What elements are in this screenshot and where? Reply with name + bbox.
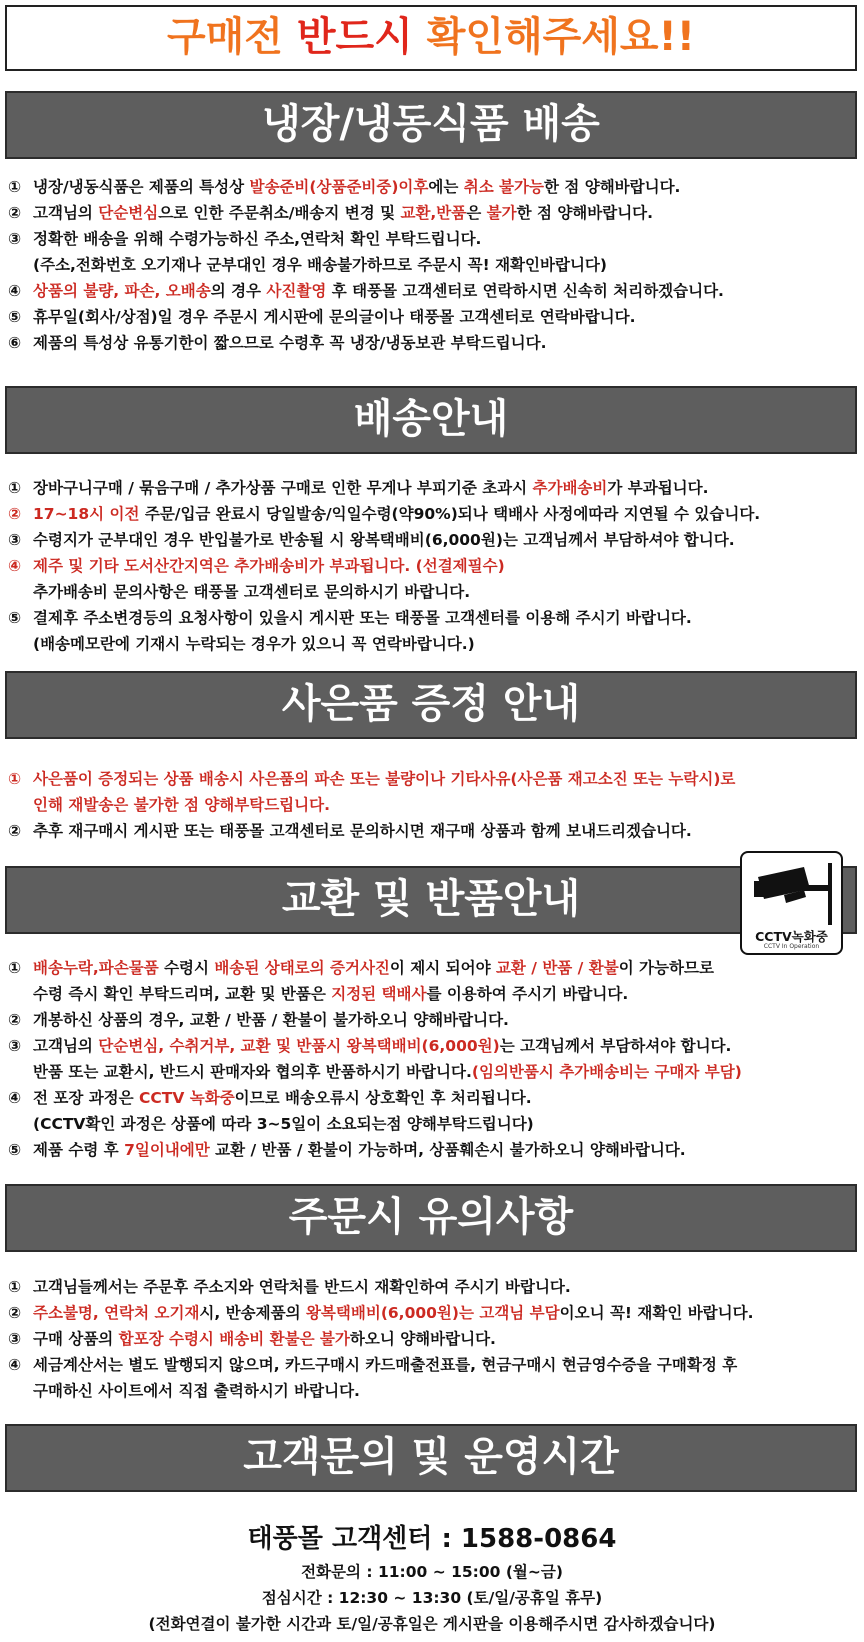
list-item-continuation: 구매하신 사이트에서 직접 출력하시기 바랍니다. [33,1382,360,1400]
item-text: 이오니 꼭! 재확인 바랍니다. [559,1304,754,1322]
item-text: 가 부과됩니다. [607,479,709,497]
list-item [8,501,858,527]
item-highlight: 합포장 수령시 배송비 환불은 불가 [118,1330,350,1348]
list-item-continuation [8,1059,858,1085]
item-highlight: 불가 [486,204,517,222]
item-text: 휴무일(회사/상점)일 경우 주문시 게시판에 문의글이나 태풍몰 고객센터로 연락바랍니다. [33,308,636,326]
item-text: 교환 / 반품 / 환불이 가능하며, 상품훼손시 불가하오니 양해바랍니다. [209,1141,686,1159]
lunch-hours: 점심시간 : 12:30 ~ 13:30 (토/일/공휴일 휴무) [261,1589,603,1607]
item-highlight: CCTV 녹화중 [139,1089,235,1107]
item-number: ④ [8,1089,22,1107]
section-header-fresh: 냉장/냉동식품 배송 [5,91,857,159]
item-text: 구매 상품의 [33,1330,119,1348]
list-item [8,1137,858,1163]
item-number: ⑤ [8,609,22,627]
item-number: ③ [8,230,22,248]
item-highlight: 단순변심, 수취거부, 교환 및 반품시 왕복택배비(6,000원) [98,1037,500,1055]
item-text: 냉장/냉동식품은 제품의 특성상 [33,178,250,196]
item-highlight: 주소불명, 연락처 오기재 [33,1304,200,1322]
list-item-continuation: (주소,전화번호 오기재나 군부대인 경우 배송불가하므로 주문시 꼭! 재확인바랍니다) [33,256,607,274]
list-item [8,818,858,844]
item-text: 정확한 배송을 위해 수령가능하신 주소,연락처 확인 부탁드립니다. [33,230,482,248]
item-text: 결제후 주소변경등의 요청사항이 있을시 게시판 또는 태풍몰 고객센터를 이용해 주시기 바랍니다. [33,609,692,627]
item-number: ⑥ [8,334,22,352]
item-number: ② [8,204,22,222]
item-text: 수령시 [158,959,215,977]
list-item [8,1033,858,1059]
section-body-fresh [8,174,858,356]
section-header-order: 주문시 유의사항 [5,1184,857,1252]
item-text: 한 점 양해바랍니다. [516,204,654,222]
list-item [8,1300,858,1326]
item-number: ① [8,479,22,497]
list-item [8,330,858,356]
item-number: ③ [8,1037,22,1055]
section-body-gift [8,766,858,844]
item-number: ① [8,770,22,788]
section-header-gift: 사은품 증정 안내 [5,671,857,739]
item-highlight: 교환 / 반품 / 환불 [495,959,619,977]
item-number: ⑤ [8,1141,22,1159]
item-text: 세금계산서는 별도 발행되지 않으며, 카드구매시 카드매출전표를, 현금구매시 현금영수증을 구매확정 후 [33,1356,738,1374]
list-item [8,174,858,200]
list-item [8,766,858,792]
item-text: 개봉하신 상품의 경우, 교환 / 반품 / 환불이 불가하오니 양해바랍니다. [33,1011,509,1029]
item-text: 제품의 특성상 유통기한이 짧으므로 수령후 꼭 냉장/냉동보관 부탁드립니다. [33,334,547,352]
cctv-label: CCTV녹화중 [755,929,828,944]
list-item [8,527,858,553]
list-item-continuation: 추가배송비 문의사항은 태풍몰 고객센터로 문의하시기 바랍니다. [33,583,471,601]
item-highlight: 7일이내에만 [124,1141,210,1159]
list-item-continuation [8,981,858,1007]
item-text: 주문/입금 완료시 당일발송/익일수령(약90%)되나 택배사 사정에따라 지연될 수 있습니다. [139,505,761,523]
item-number: ② [8,1011,22,1029]
list-item [8,1326,858,1352]
item-text: 으로 인한 주문취소/배송지 변경 및 [158,204,401,222]
item-number: ③ [8,531,22,549]
banner-text-2: 확인해주세요!! [412,14,696,60]
cctv-sublabel: CCTV In Operation [763,943,820,950]
item-text: 시, 반송제품의 [199,1304,306,1322]
list-item [8,278,858,304]
item-number: ④ [8,557,22,575]
contact-note: (전화연결이 불가한 시간과 토/일/공휴일은 게시판을 이용해주시면 감사하겠습니다) [148,1615,716,1633]
phone-hours: 전화문의 : 11:00 ~ 15:00 (월~금) [301,1563,563,1581]
item-number: ② [8,1304,22,1322]
list-item [8,1352,858,1378]
item-highlight: 사진촬영 [266,282,327,300]
item-highlight: 17~18시 이전 [33,505,140,523]
section-body-delivery [8,475,858,657]
item-text: 의 경우 [210,282,267,300]
item-text: 추후 재구매시 게시판 또는 태풍몰 고객센터로 문의하시면 재구매 상품과 함께 보내드리겠습니다. [33,822,692,840]
list-item-continuation: (CCTV확인 과정은 상품에 따라 3~5일이 소요되는점 양해부탁드립니다) [33,1115,534,1133]
item-highlight: 추가배송비 [532,479,608,497]
item-number: ① [8,959,22,977]
item-text: 에는 [428,178,464,196]
item-number: ③ [8,1330,22,1348]
item-highlight: 제주 및 기타 도서산간지역은 추가배송비가 부과됩니다. (선결제필수) [33,557,505,575]
list-item-continuation: (배송메모란에 기재시 누락되는 경우가 있으니 꼭 연락바랍니다.) [33,635,475,653]
item-highlight: 배송누락,파손물품 [33,959,159,977]
list-item-continuation: 인해 재발송은 불가한 점 양해부탁드립니다. [33,796,330,814]
item-number: ④ [8,282,22,300]
section-header-exchange: 교환 및 반품안내 [5,866,857,934]
list-item [8,1007,858,1033]
list-item [8,1274,858,1300]
item-text: 장바구니구매 / 묶음구매 / 추가상품 구매로 인한 무게나 부피기준 초과시 [33,479,533,497]
list-item [8,475,858,501]
cctv-camera-icon [754,863,832,925]
section-body-exchange [8,955,858,1163]
banner-text-emphasis: 반드시 [296,14,413,60]
top-banner [5,5,857,71]
list-item [8,553,858,579]
item-number: ② [8,505,22,523]
item-highlight: 교환,반품 [400,204,467,222]
item-text: 고객님의 [33,1037,99,1055]
cctv-badge [740,851,843,955]
item-text: 제품 수령 후 [33,1141,125,1159]
item-highlight: 상품의 불량, 파손, 오배송 [33,282,211,300]
item-highlight: 단순변심 [98,204,159,222]
item-text: 반품 또는 교환시, 반드시 판매자와 협의후 반품하시기 바랍니다. [33,1063,472,1081]
item-text: 를 이용하여 주시기 바랍니다. [426,985,629,1003]
item-number: ① [8,178,22,196]
item-text: 고객님의 [33,204,99,222]
item-highlight: 왕복택배비(6,000원)는 고객님 부담 [305,1304,560,1322]
section-header-delivery: 배송안내 [5,386,857,454]
item-text: 수령지가 군부대인 경우 반입불가로 반송될 시 왕복택배비(6,000원)는 고객님께서 부담하셔야 합니다. [33,531,735,549]
item-text: 는 고객님께서 부담하셔야 합니다. [499,1037,732,1055]
banner-text-1: 구매전 [166,14,297,60]
customer-center-phone: 태풍몰 고객센터 : 1588-0864 [247,1524,617,1554]
item-text: 이므로 배송오류시 상호확인 후 처리됩니다. [234,1089,532,1107]
item-number: ② [8,822,22,840]
list-item [8,955,858,981]
item-text: 이 가능하므로 [618,959,714,977]
item-highlight: 사은품이 증정되는 상품 배송시 사은품의 파손 또는 불량이나 기타사유(사은품 재고소진 또는 누락시)로 [33,770,736,788]
item-text: 후 태풍몰 고객센터로 연락하시면 신속히 처리하겠습니다. [326,282,724,300]
item-text: 하오니 양해바랍니다. [349,1330,496,1348]
list-item [8,1085,858,1111]
list-item [8,605,858,631]
item-text: 이 제시 되어야 [389,959,496,977]
item-highlight: 배송된 상태로의 증거사진 [214,959,390,977]
item-number: ④ [8,1356,22,1374]
section-header-contact: 고객문의 및 운영시간 [5,1424,857,1492]
item-number: ⑤ [8,308,22,326]
item-text: 수령 즉시 확인 부탁드리며, 교환 및 반품은 [33,985,332,1003]
item-number: ① [8,1278,22,1296]
item-text: 은 [466,204,487,222]
item-text: 한 점 양해바랍니다. [543,178,681,196]
item-highlight: (임의반품시 추가배송비는 구매자 부담) [471,1063,742,1081]
item-highlight: 지정된 택배사 [331,985,427,1003]
list-item [8,226,858,252]
item-text: 고객님들께서는 주문후 주소지와 연락처를 반드시 재확인하여 주시기 바랍니다. [33,1278,571,1296]
list-item [8,304,858,330]
list-item [8,200,858,226]
item-highlight: 취소 불가능 [463,178,544,196]
item-text: 전 포장 과정은 [33,1089,140,1107]
section-body-order [8,1274,858,1404]
item-highlight: 발송준비(상품준비중)이후 [249,178,429,196]
